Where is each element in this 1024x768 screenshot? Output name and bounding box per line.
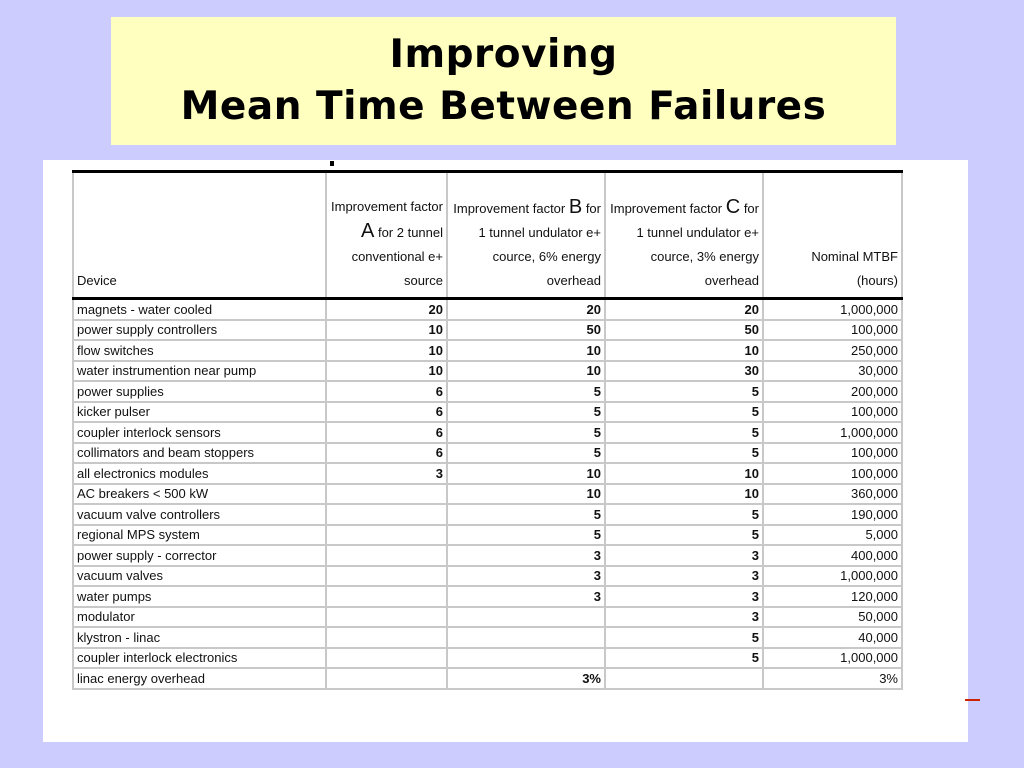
- header-factor-b: Improvement factor B for 1 tunnel undulator e+ cource, 6% energy overhead: [447, 172, 605, 299]
- cell-device: all electronics modules: [73, 463, 326, 484]
- cell-factor-c: 5: [605, 422, 763, 443]
- cell-factor-c: 50: [605, 320, 763, 341]
- cell-device: coupler interlock electronics: [73, 648, 326, 669]
- table-row: [73, 422, 902, 443]
- header-nominal-mtbf: Nominal MTBF (hours): [763, 172, 902, 299]
- cell-device: power supply controllers: [73, 320, 326, 341]
- cell-factor-a: 6: [326, 422, 447, 443]
- cell-device: regional MPS system: [73, 525, 326, 546]
- table-body: [73, 299, 902, 689]
- cell-factor-b: 10: [447, 484, 605, 505]
- cell-factor-c: 5: [605, 504, 763, 525]
- cell-factor-a: [326, 668, 447, 689]
- cell-nominal-mtbf: 100,000: [763, 320, 902, 341]
- table-row: [73, 443, 902, 464]
- cell-factor-c: 5: [605, 648, 763, 669]
- cell-factor-b: 3: [447, 566, 605, 587]
- cell-factor-c: [605, 668, 763, 689]
- cell-factor-a: [326, 525, 447, 546]
- cell-factor-c: 5: [605, 402, 763, 423]
- cell-factor-c: 10: [605, 484, 763, 505]
- cell-factor-b: 10: [447, 340, 605, 361]
- cell-device: power supplies: [73, 381, 326, 402]
- cell-device: coupler interlock sensors: [73, 422, 326, 443]
- cell-factor-a: 20: [326, 299, 447, 320]
- cell-nominal-mtbf: 190,000: [763, 504, 902, 525]
- table-row: [73, 545, 902, 566]
- cell-factor-b: 5: [447, 381, 605, 402]
- cell-factor-b: 3%: [447, 668, 605, 689]
- cell-factor-b: 5: [447, 402, 605, 423]
- cell-device: AC breakers < 500 kW: [73, 484, 326, 505]
- cell-factor-c: 5: [605, 627, 763, 648]
- cell-factor-a: 6: [326, 402, 447, 423]
- cell-factor-a: 6: [326, 443, 447, 464]
- cell-factor-c: 10: [605, 340, 763, 361]
- cell-factor-a: [326, 566, 447, 587]
- table-row: [73, 586, 902, 607]
- cell-factor-a: [326, 545, 447, 566]
- cell-device: water instrumention near pump: [73, 361, 326, 382]
- cell-factor-c: 5: [605, 443, 763, 464]
- cell-factor-c: 3: [605, 607, 763, 628]
- header-factor-c: Improvement factor C for 1 tunnel undulator e+ cource, 3% energy overhead: [605, 172, 763, 299]
- cell-factor-a: 10: [326, 361, 447, 382]
- cell-device: flow switches: [73, 340, 326, 361]
- cell-nominal-mtbf: 400,000: [763, 545, 902, 566]
- cell-factor-b: 5: [447, 504, 605, 525]
- table-row: [73, 299, 902, 320]
- table-row: [73, 648, 902, 669]
- cell-device: power supply - corrector: [73, 545, 326, 566]
- cell-factor-c: 3: [605, 586, 763, 607]
- table-row: [73, 340, 902, 361]
- cell-device: vacuum valve controllers: [73, 504, 326, 525]
- cell-device: klystron - linac: [73, 627, 326, 648]
- cell-device: water pumps: [73, 586, 326, 607]
- cell-factor-b: 5: [447, 422, 605, 443]
- table-row: [73, 607, 902, 628]
- header-factor-a: Improvement factor A for 2 tunnel conventional e+ source: [326, 172, 447, 299]
- cell-factor-b: 5: [447, 525, 605, 546]
- cell-device: collimators and beam stoppers: [73, 443, 326, 464]
- cell-nominal-mtbf: 120,000: [763, 586, 902, 607]
- cell-factor-c: 5: [605, 381, 763, 402]
- table-header-row: [73, 172, 902, 299]
- cell-factor-c: 30: [605, 361, 763, 382]
- cell-factor-a: [326, 504, 447, 525]
- cell-device: modulator: [73, 607, 326, 628]
- table-row: [73, 463, 902, 484]
- cell-nominal-mtbf: 5,000: [763, 525, 902, 546]
- cell-factor-a: [326, 648, 447, 669]
- cell-factor-c: 3: [605, 545, 763, 566]
- cell-factor-c: 20: [605, 299, 763, 320]
- cell-nominal-mtbf: 100,000: [763, 402, 902, 423]
- cell-nominal-mtbf: 100,000: [763, 443, 902, 464]
- table-row: [73, 627, 902, 648]
- cell-factor-a: 10: [326, 340, 447, 361]
- cell-factor-b: 3: [447, 545, 605, 566]
- cell-nominal-mtbf: 1,000,000: [763, 299, 902, 320]
- cell-nominal-mtbf: 1,000,000: [763, 648, 902, 669]
- cell-nominal-mtbf: 1,000,000: [763, 566, 902, 587]
- cell-nominal-mtbf: 1,000,000: [763, 422, 902, 443]
- cell-factor-b: 3: [447, 586, 605, 607]
- cell-factor-b: 20: [447, 299, 605, 320]
- cell-factor-b: [447, 627, 605, 648]
- cell-factor-c: 10: [605, 463, 763, 484]
- cell-nominal-mtbf: 100,000: [763, 463, 902, 484]
- cell-factor-b: 10: [447, 361, 605, 382]
- slide-title-line-2: Mean Time Between Failures: [180, 84, 827, 129]
- cell-factor-a: [326, 586, 447, 607]
- cell-factor-a: [326, 627, 447, 648]
- cell-factor-b: 50: [447, 320, 605, 341]
- cell-device: magnets - water cooled: [73, 299, 326, 320]
- cell-factor-c: 3: [605, 566, 763, 587]
- slide-title-line-1: Improving: [389, 32, 618, 77]
- cell-nominal-mtbf: 30,000: [763, 361, 902, 382]
- cell-nominal-mtbf: 200,000: [763, 381, 902, 402]
- table-row: [73, 668, 902, 689]
- cell-factor-a: [326, 484, 447, 505]
- table-row: [73, 320, 902, 341]
- cell-factor-a: [326, 607, 447, 628]
- cell-nominal-mtbf: 250,000: [763, 340, 902, 361]
- cell-nominal-mtbf: 40,000: [763, 627, 902, 648]
- cell-factor-b: 5: [447, 443, 605, 464]
- table-row: [73, 484, 902, 505]
- table-row: [73, 525, 902, 546]
- cell-factor-a: 6: [326, 381, 447, 402]
- red-underline-fragment: [965, 699, 980, 701]
- table-row: [73, 381, 902, 402]
- cell-nominal-mtbf: 3%: [763, 668, 902, 689]
- table-row: [73, 504, 902, 525]
- cell-factor-b: 10: [447, 463, 605, 484]
- table-row: [73, 566, 902, 587]
- cell-factor-c: 5: [605, 525, 763, 546]
- cell-device: vacuum valves: [73, 566, 326, 587]
- cell-factor-a: 3: [326, 463, 447, 484]
- bullet-dot: [330, 161, 334, 166]
- mtbf-table: [72, 170, 903, 690]
- slide-title-box: [111, 17, 896, 145]
- cell-factor-a: 10: [326, 320, 447, 341]
- cell-factor-b: [447, 607, 605, 628]
- table-row: [73, 361, 902, 382]
- header-device: Device: [73, 172, 326, 299]
- cell-factor-b: [447, 648, 605, 669]
- table-row: [73, 402, 902, 423]
- cell-device: kicker pulser: [73, 402, 326, 423]
- cell-device: linac energy overhead: [73, 668, 326, 689]
- cell-nominal-mtbf: 360,000: [763, 484, 902, 505]
- cell-nominal-mtbf: 50,000: [763, 607, 902, 628]
